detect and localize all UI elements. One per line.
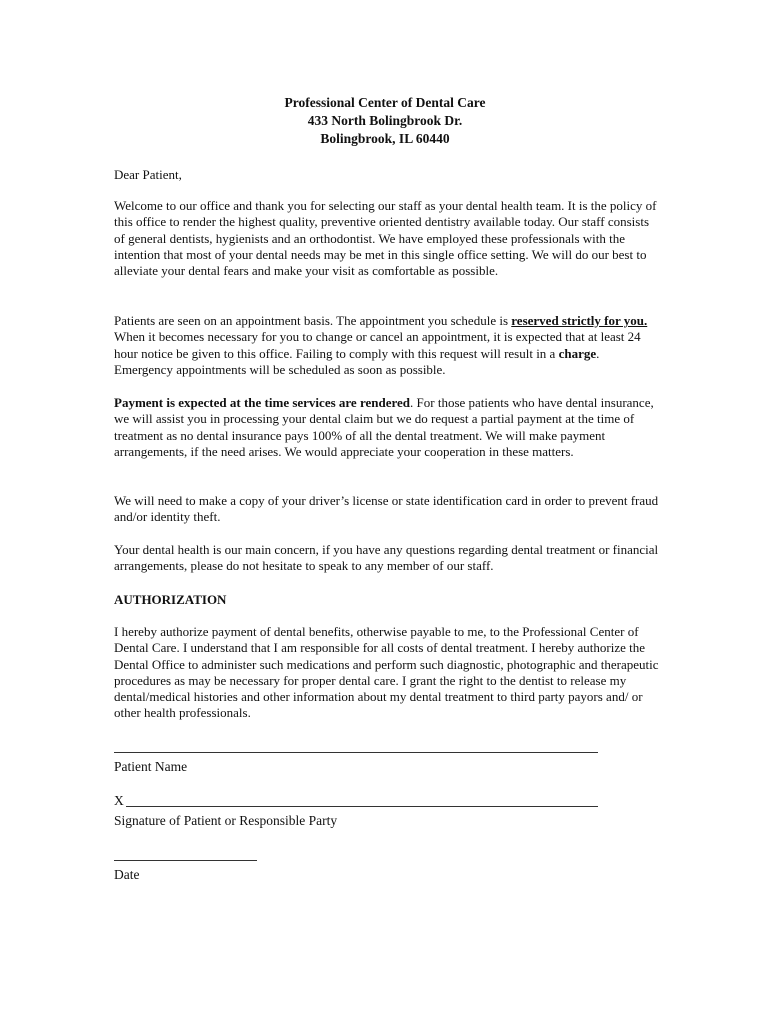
- payment-paragraph: [114, 395, 659, 460]
- letterhead: [0, 94, 770, 148]
- appointment-middle: When it becomes necessary for you to change or cancel an appointment, it is expected that at least 24 hour notice be given to this office. Failing to comply with this request will result in a: [114, 329, 641, 361]
- salutation: Dear Patient,: [114, 167, 182, 182]
- signature-label: Signature of Patient or Responsible Party: [114, 813, 338, 828]
- authorization-heading: AUTHORIZATION: [114, 592, 227, 607]
- appointment-emphasis: reserved strictly for you.: [511, 313, 648, 328]
- city-state-zip: Bolingbrook, IL 60440: [320, 131, 450, 146]
- payment-text: . For those patients who have dental insurance, we will assist you in processing your dental claim but we do request a partial payment at the time of treatment as no dental insurance pays 100% of all the dental treatment. We will make payment arrangements, if the need arises. We would appreciate your cooperation in these matters.: [114, 395, 654, 459]
- appointment-end: . Emergency appointments will be scheduled as soon as possible.: [114, 345, 600, 377]
- appointment-intro: Patients are seen on an appointment basis. The appointment you schedule is: [114, 313, 512, 328]
- license-paragraph: We will need to make a copy of your driver’s license or state identification card in order to prevent fraud and/or identity theft.: [114, 493, 659, 525]
- date-label: Date: [114, 867, 140, 882]
- welcome-paragraph: Welcome to our office and thank you for selecting our staff as your dental health team. It is the policy of this office to render the highest quality, preventive oriented dentistry available today. Our staff consists of general dentists, hygienists and an orthodontist. We have employed these professionals with the intention that most of your dental needs may be met in this single office setting. We will do our best to alleviate your dental fears and make your visit as comfortable as possible.: [114, 198, 657, 279]
- patient-name-label: Patient Name: [114, 759, 188, 774]
- health-paragraph: Your dental health is our main concern, if you have any questions regarding dental treatment or financial arrangements, please do not hesitate to speak to any member of our staff.: [114, 542, 659, 574]
- appointment-paragraph: [114, 313, 659, 378]
- date-field[interactable]: [114, 860, 257, 861]
- authorization-paragraph: I hereby authorize payment of dental benefits, otherwise payable to me, to the Professional Center of Dental Care. I understand that I am responsible for all costs of dental treatment. I hereby authorize the Dental Office to administer such medications and perform such diagnostic, photographic and therapeutic procedures as may be necessary for proper dental care. I grant the right to the dentist to release my dental/medical histories and other information about my dental treatment to third party payors and/ or other health professionals.: [114, 624, 659, 721]
- patient-name-field[interactable]: [114, 752, 598, 753]
- payment-emphasis: Payment is expected at the time services are rendered: [114, 395, 411, 410]
- signature-field[interactable]: [126, 806, 598, 807]
- appointment-charge: charge: [558, 345, 597, 361]
- signature-x-mark: X: [114, 793, 124, 808]
- practice-name: Professional Center of Dental Care: [284, 95, 486, 110]
- street-address: 433 North Bolingbrook Dr.: [307, 113, 463, 128]
